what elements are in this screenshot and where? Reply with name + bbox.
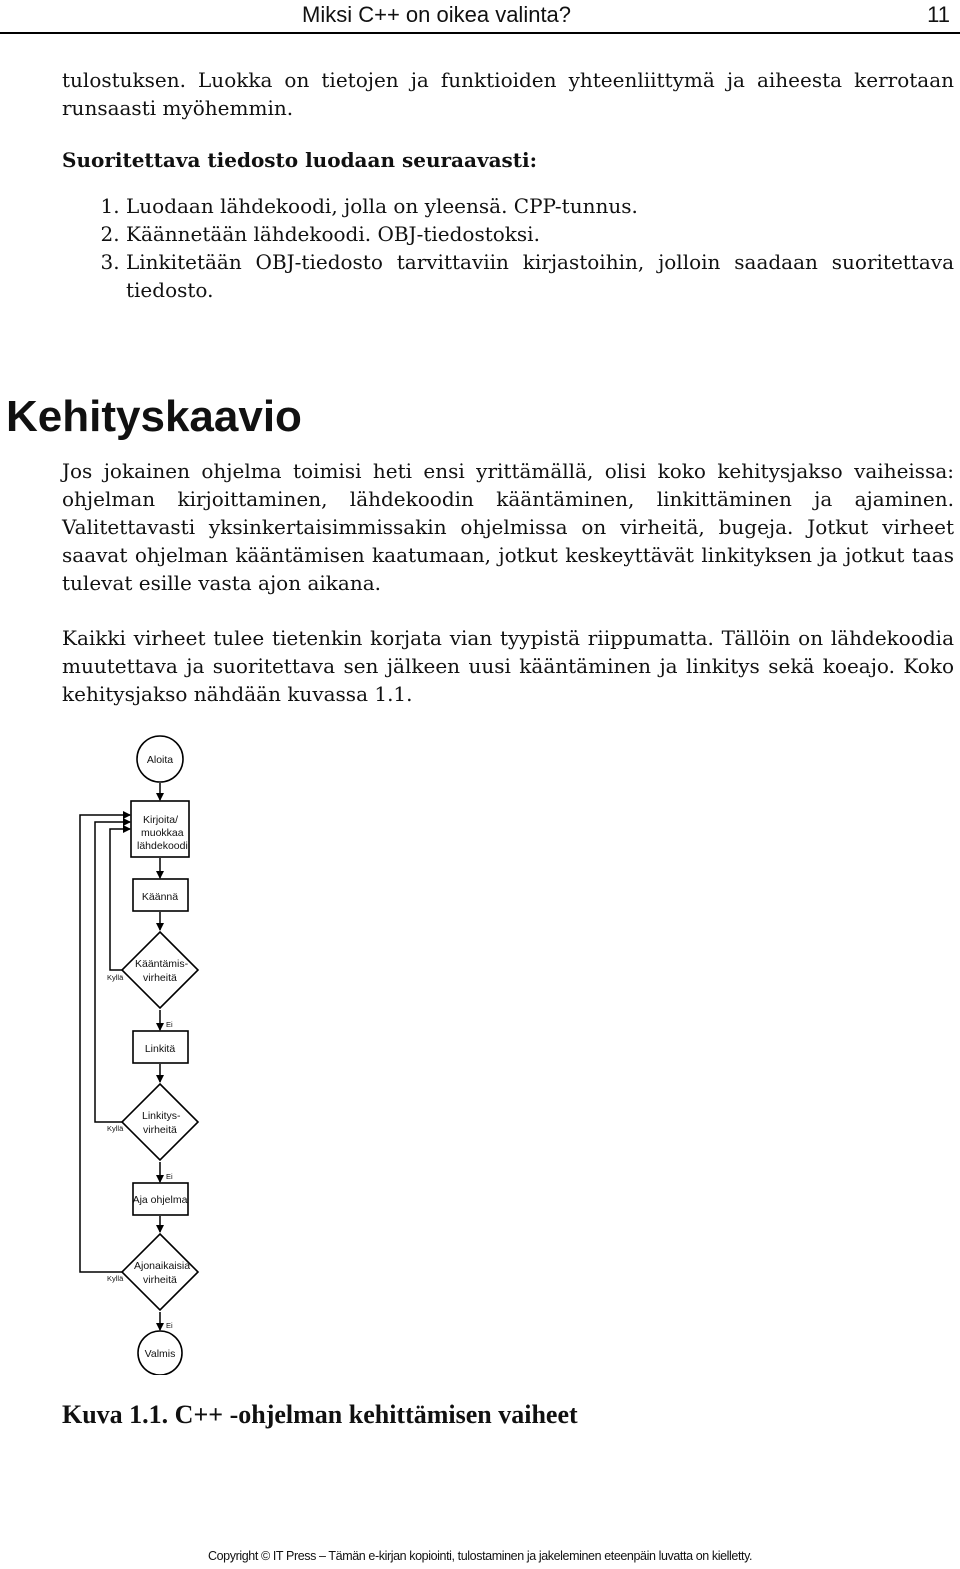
section-paragraph: Kaikki virheet tulee tietenkin korjata vian tyypistä riippumatta. Tällöin on lähdekoodia muutettava ja suoritettava sen jälkeen uusi kääntäminen ja linkitys sekä koeajo. Koko kehitysjakso nähdään kuvassa 1.1. xyxy=(62,626,954,706)
step-item: 2. Käännetään lähdekoodi. OBJ-tiedostoksi. xyxy=(126,220,954,248)
intro-paragraph: tulostuksen. Luokka on tietojen ja funktioiden yhteenliittymä ja aiheesta kerrotaan runsaasti myöhemmin. xyxy=(62,68,954,120)
copyright-footer: Copyright © IT Press – Tämän e-kirjan kopiointi, tulostaminen ja jakeleminen eteenpäin luvatta on kielletty. xyxy=(208,1549,753,1563)
intro-block xyxy=(62,66,954,304)
link-errors-label: Linkitys- xyxy=(142,1110,181,1122)
start-label: Aloita xyxy=(146,754,174,766)
yes-label: Kyllä xyxy=(107,1124,124,1133)
section-body xyxy=(62,457,954,708)
runtime-errors-decision xyxy=(122,1234,198,1310)
section-title: Kehityskaavio xyxy=(6,392,302,441)
page-header xyxy=(0,0,960,34)
no-label: Ei xyxy=(166,1172,173,1181)
step-item: 3. Linkitetään OBJ-tiedosto tarvittaviin kirjastoihin, jolloin saadaan suoritettava tiedosto. xyxy=(126,248,954,304)
runtime-errors-label: virheitä xyxy=(143,1274,177,1286)
compile-errors-label: virheitä xyxy=(143,972,177,984)
steps-heading: Suoritettava tiedosto luodaan seuraavasti: xyxy=(62,148,538,172)
runtime-errors-label: Ajonaikaisia xyxy=(134,1260,191,1272)
no-label: Ei xyxy=(166,1321,173,1330)
figure-caption: Kuva 1.1. C++ -ohjelman kehittämisen vaiheet xyxy=(62,1400,578,1429)
loop-back-line xyxy=(80,815,130,1272)
compile-errors-decision xyxy=(122,932,198,1008)
edit-label-line: Kirjoita/ xyxy=(143,814,179,826)
no-label: Ei xyxy=(166,1020,173,1029)
edit-label-line: lähdekoodi xyxy=(137,840,188,852)
steps-list xyxy=(62,192,954,304)
link-errors-decision xyxy=(122,1084,198,1160)
loop-back-line xyxy=(110,829,130,970)
section-paragraph: Jos jokainen ohjelma toimisi heti ensi yrittämällä, olisi koko kehitysjakso vaiheissa: ohjelman kirjoittaminen, lähdekoodin kääntäminen, linkittäminen ja ajaminen. Valitettavasti yksinkertaisimmissakin ohjelmissa on virheitä, bugeja. Jotkut virheet saavat ohjelman kääntämisen kaatumaan, jotkut keskeyttävät linkityksen ja jotkut taas tulevat esille vasta ajon aikana. xyxy=(62,459,954,595)
link-errors-label: virheitä xyxy=(143,1124,177,1136)
edit-label-line: muokkaa xyxy=(141,827,184,839)
running-title: Miksi C++ on oikea valinta? xyxy=(302,2,572,27)
yes-label: Kyllä xyxy=(107,973,124,982)
yes-label: Kyllä xyxy=(107,1274,124,1283)
page-number: 11 xyxy=(927,2,950,27)
end-label: Valmis xyxy=(144,1348,176,1360)
run-label: Aja ohjelma xyxy=(132,1194,188,1206)
compile-errors-label: Kääntämis- xyxy=(135,958,189,970)
link-label: Linkitä xyxy=(144,1043,176,1055)
step-item: 1. Luodaan lähdekoodi, jolla on yleensä. CPP-tunnus. xyxy=(126,192,954,220)
compile-label: Käännä xyxy=(141,891,179,903)
flowchart xyxy=(60,730,220,1375)
